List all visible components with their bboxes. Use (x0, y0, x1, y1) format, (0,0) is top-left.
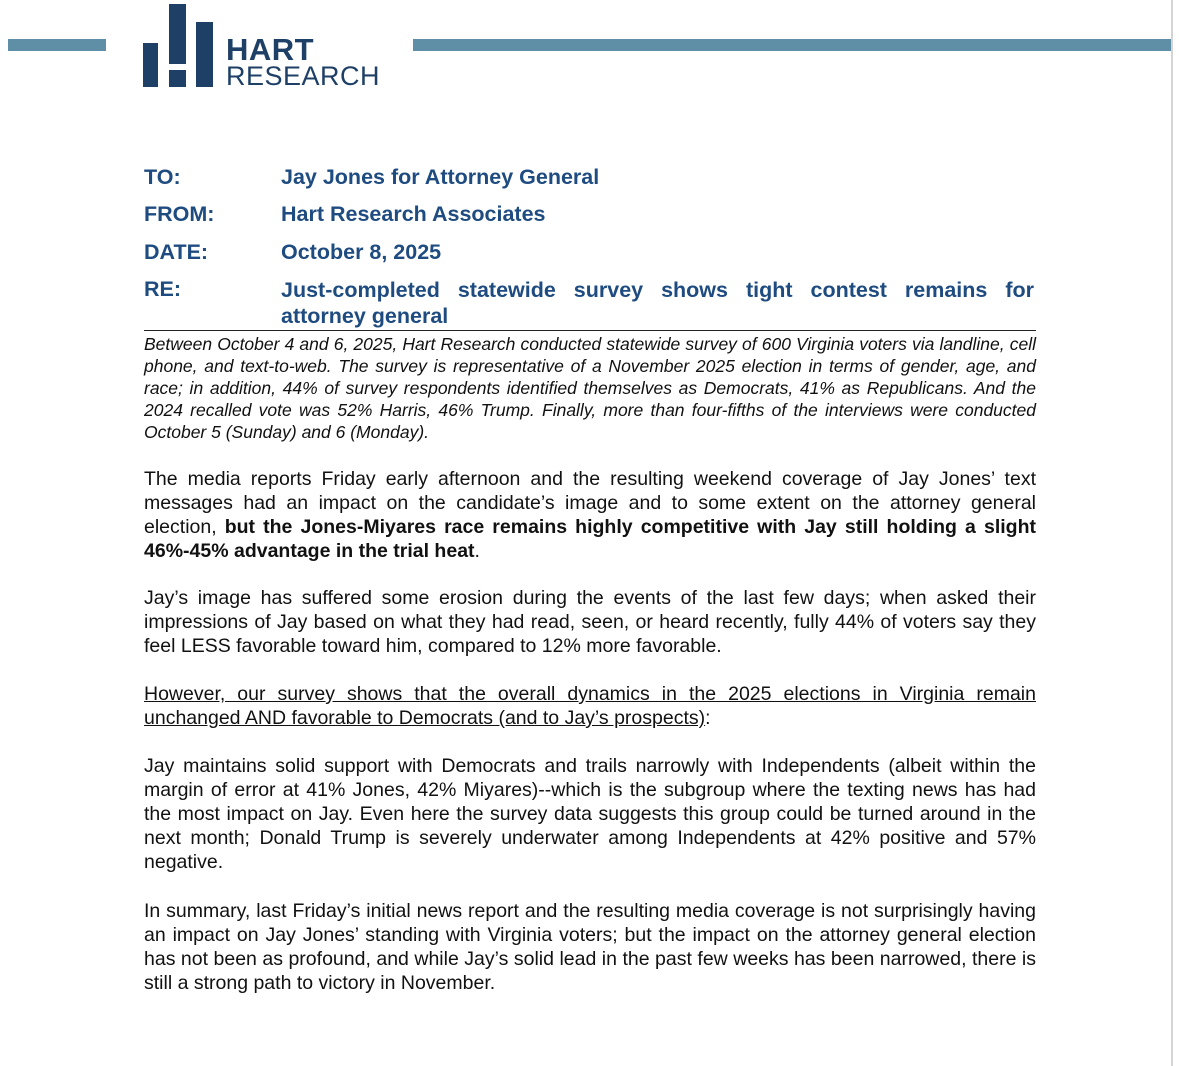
memo-from-value: Hart Research Associates (281, 202, 546, 226)
memo-date-value: October 8, 2025 (281, 240, 442, 264)
methodology-note: Between October 4 and 6, 2025, Hart Research conducted statewide survey of 600 Virginia voters via landline, cell phone, and text-to-web. The survey is representative of a November 2025 election in terms of gender, age, and race; in addition, 44% of survey respondents identified themselves as Democrats, 41% as Republicans. And the 2024 recalled vote was 52% Harris, 46% Trump. Finally, more than four-fifths of the interviews were conducted October 5 (Sunday) and 6 (Monday). (144, 334, 1036, 442)
memo-date-label: DATE: (144, 240, 209, 264)
p3-underlined: However, our survey shows that the overall dynamics in the 2025 elections in Virginia remain unchanged AND favorable to Democrats (and to Jay’s prospects) (144, 683, 1036, 729)
logo-wordmark (226, 34, 380, 90)
body-paragraph-4: Jay maintains solid support with Democrats and trails narrowly with Independents (albeit within the margin of error at 41% Jones, 42% Miyares)--which is the subgroup where the texting news has had the most impact on Jay. Even here the survey data suggests this group could be turned around in the next month; Donald Trump is severely underwater among Independents at 42% positive and 57% negative. (144, 755, 1036, 873)
page-edge (1171, 0, 1173, 1066)
logo-research: RESEARCH (226, 61, 381, 91)
memo-re-value: Just-completed statewide survey shows tight contest remains for attorney general (281, 278, 1034, 328)
header-bar-left (8, 39, 106, 51)
p1-end: . (474, 540, 480, 562)
memo-from-label: FROM: (144, 202, 215, 226)
memo-to-value: Jay Jones for Attorney General (281, 165, 600, 189)
p1-text: The media reports Friday early afternoon and the resulting weekend coverage of Jay Jones’ text messages had an impact on the candidate’s image and to some extent on the attorney general election, (144, 468, 1036, 538)
memo-re-label: RE: (144, 277, 182, 301)
memo-divider (144, 330, 1036, 331)
p1-bold: but the Jones-Miyares race remains highly competitive with Jay still holding a slight 46%-45% advantage in the trial heat (144, 516, 1036, 562)
body-paragraph-1 (144, 467, 1036, 563)
body-paragraph-5: In summary, last Friday’s initial news report and the resulting media coverage is not surprisingly having an impact on Jay Jones’ standing with Virginia voters; but the impact on the attorney general election has not been as profound, and while Jay’s solid lead in the past few weeks has been narrowed, there is still a strong path to victory in November. (144, 900, 1036, 994)
header-bar-right (413, 39, 1171, 51)
body-paragraph-2: Jay’s image has suffered some erosion during the events of the last few days; when asked their impressions of Jay based on what they had read, seen, or heard recently, fully 44% of voters say they feel LESS favorable toward him, compared to 12% more favorable. (144, 587, 1036, 657)
body-paragraph-3 (144, 682, 1036, 730)
hart-logo-bars-icon (143, 4, 213, 87)
logo-hart: HART (226, 32, 315, 67)
p3-end: : (705, 707, 711, 729)
memo-to-label: TO: (144, 165, 181, 189)
